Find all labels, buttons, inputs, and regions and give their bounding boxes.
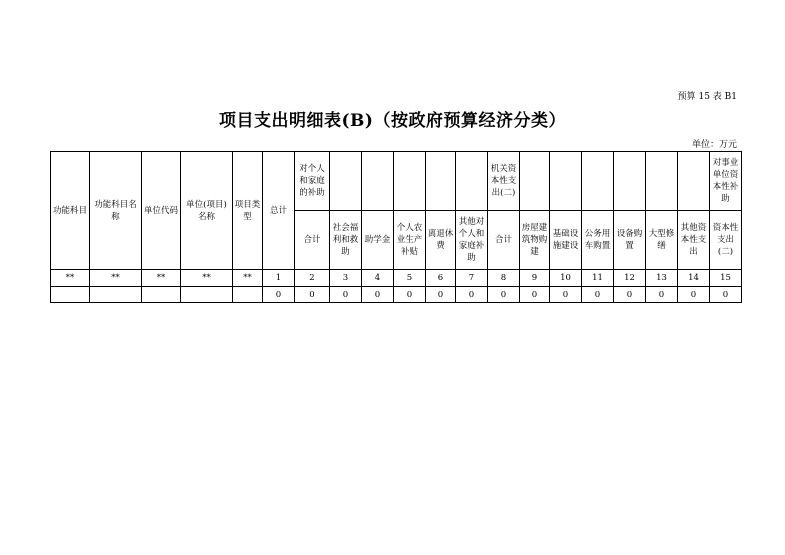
index-cell: 13 [646,270,678,287]
sub-header: 社会福利和救助 [330,211,362,270]
index-cell: 12 [614,270,646,287]
sub-header: 离退休费 [426,211,456,270]
sub-header: 大型修缮 [646,211,678,270]
data-cell: 0 [550,287,582,303]
index-cell: 3 [330,270,362,287]
data-cell: 0 [295,287,330,303]
data-cell: 0 [710,287,742,303]
data-cell: 0 [614,287,646,303]
empty-cell [582,152,614,211]
sub-header: 其他对个人和家庭补助 [456,211,488,270]
index-cell: ** [233,270,263,287]
data-cell: 0 [646,287,678,303]
budget-table [50,151,742,303]
index-cell: 1 [263,270,295,287]
index-cell: 15 [710,270,742,287]
index-cell: ** [142,270,181,287]
header-cell: 功能科目 [51,152,90,270]
sub-header: 合计 [295,211,330,270]
empty-cell [646,152,678,211]
data-cell [142,287,181,303]
index-row [51,270,742,287]
header-cell: 单位代码 [142,152,181,270]
sub-header: 其他资本性支出 [678,211,710,270]
empty-cell [426,152,456,211]
empty-cell [394,152,426,211]
data-cell [233,287,263,303]
data-cell: 0 [520,287,550,303]
group-header: 对事业单位资本性补助 [710,152,742,211]
header-cell: 总计 [263,152,295,270]
data-cell [90,287,142,303]
sub-header: 公务用车购置 [582,211,614,270]
index-cell: 2 [295,270,330,287]
sub-header: 个人农业生产补贴 [394,211,426,270]
index-cell: 7 [456,270,488,287]
data-cell: 0 [394,287,426,303]
data-cell [181,287,233,303]
table-code: 预算 15 表 B1 [677,92,737,102]
empty-cell [330,152,362,211]
index-cell: 5 [394,270,426,287]
header-row-1 [51,152,742,211]
data-cell: 0 [582,287,614,303]
unit-label: 单位：万元 [691,140,737,150]
index-cell: ** [51,270,90,287]
sub-header: 合计 [488,211,520,270]
header-cell: 单位(项目)名称 [181,152,233,270]
data-cell: 0 [263,287,295,303]
data-cell: 0 [456,287,488,303]
index-cell: 14 [678,270,710,287]
index-cell: 11 [582,270,614,287]
data-cell: 0 [678,287,710,303]
sub-header: 助学金 [362,211,394,270]
index-cell: 10 [550,270,582,287]
index-cell: 6 [426,270,456,287]
data-cell: 0 [488,287,520,303]
index-cell: ** [181,270,233,287]
empty-cell [362,152,394,211]
index-cell: 4 [362,270,394,287]
group-header: 机关资本性支出(二) [488,152,520,211]
header-cell: 项目类型 [233,152,263,270]
table-row [51,287,742,303]
page-title: 项目支出明细表(B)（按政府预算经济分类） [219,111,566,131]
header-cell: 功能科目名称 [90,152,142,270]
data-cell [51,287,90,303]
sub-header: 资本性支出(二) [710,211,742,270]
data-cell: 0 [330,287,362,303]
empty-cell [678,152,710,211]
index-cell: 8 [488,270,520,287]
empty-cell [520,152,550,211]
data-cell: 0 [426,287,456,303]
empty-cell [614,152,646,211]
sub-header: 基础设施建设 [550,211,582,270]
empty-cell [550,152,582,211]
group-header: 对个人和家庭的补助 [295,152,330,211]
sub-header: 房屋建筑物购建 [520,211,550,270]
empty-cell [456,152,488,211]
sub-header: 设备购置 [614,211,646,270]
index-cell: ** [90,270,142,287]
index-cell: 9 [520,270,550,287]
data-cell: 0 [362,287,394,303]
